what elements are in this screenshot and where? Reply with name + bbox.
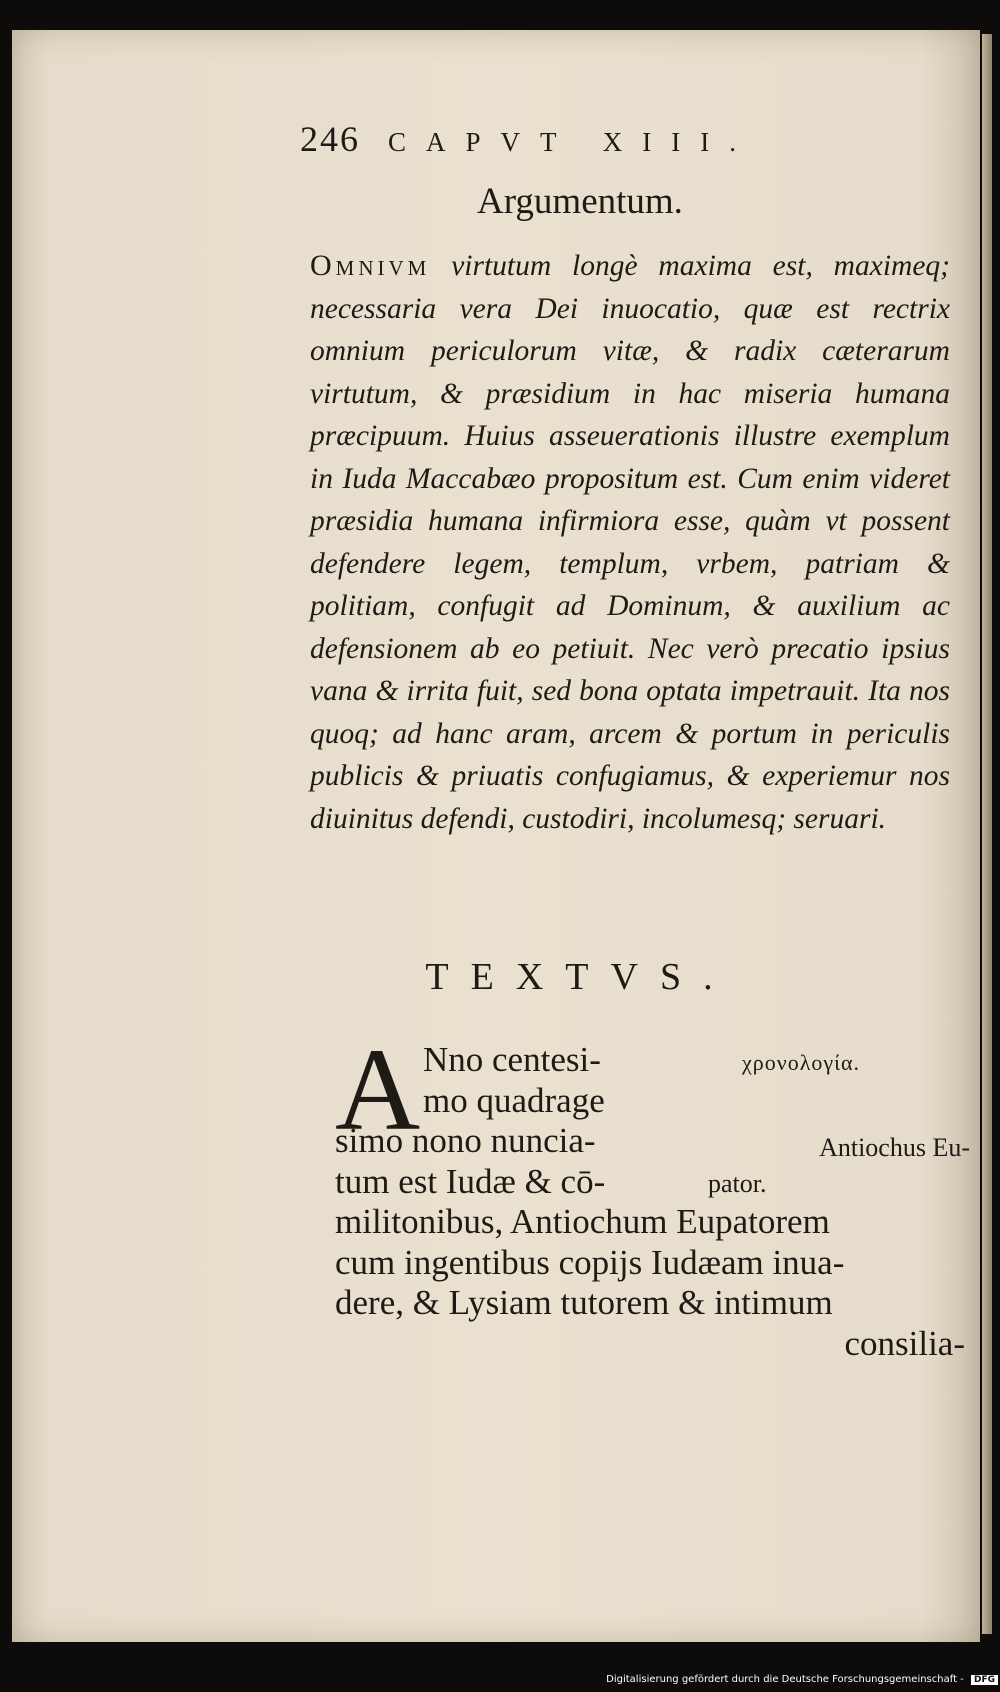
argument-paragraph xyxy=(310,245,950,840)
margin-note-line: pator. xyxy=(708,1169,767,1198)
text-line: consilia- xyxy=(844,1323,965,1363)
page-edge xyxy=(982,34,992,1634)
credit-text: Digitalisierung gefördert durch die Deutsche Forschungsgemeinschaft - xyxy=(606,1674,964,1685)
margin-note-antiochus xyxy=(708,1130,970,1202)
margin-note-chronology: χρονολογία. xyxy=(742,1050,861,1075)
text-line: simo nono nuncia- xyxy=(335,1121,596,1160)
argument-body: virtutum longè maxima est, maximeq; necessaria vera Dei inuocatio, quæ est rectrix omnium periculorum vitæ, & radix cæterarum virtutum, & præsidium in hac miseria humana præcipuum. Huius asseuerationis illustre exemplum in Iuda Maccabæo propositum est. Cum enim videret præsidia humana infirmiora esse, quàm vt possent defendere legem, templum, vrbem, patriam & politiam, confugit ad Dominum, & auxilium ac defensionem ab eo petiuit. Nec verò precatio ipsius vana & irrita fuit, sed bona optata impetrauit. Ita nos quoq; ad hanc aram, arcem & portum in periculis publicis & priuatis confugiamus, & experiemur nos diuinitus defendi, custodiri, incolumesq; seruari. xyxy=(310,250,950,835)
textus-heading: TEXTVS. xyxy=(425,956,735,998)
margin-note-line: Antiochus Eu- xyxy=(819,1133,970,1162)
text-line: cum ingentibus copijs Iudæam inua- xyxy=(335,1242,845,1282)
running-title: CAPVT XIII. xyxy=(388,127,756,157)
digitization-credit xyxy=(560,1674,998,1692)
argument-heading: Argumentum. xyxy=(477,181,683,222)
textus-body xyxy=(335,1024,965,1364)
argument-lead-word: Omnivm xyxy=(310,249,431,282)
text-line: dere, & Lysiam tutorem & intimum xyxy=(335,1283,833,1322)
running-header xyxy=(300,118,840,166)
text-line: militonibus, Antiochum Eupatorem xyxy=(335,1202,830,1241)
page-number: 246 xyxy=(300,119,360,159)
text-line: mo quadrage xyxy=(423,1080,605,1120)
text-line: tum est Iudæ & cō- xyxy=(335,1161,606,1201)
dfg-logo-icon: DFG xyxy=(971,1675,998,1685)
text-line: Nno centesi- xyxy=(423,1040,601,1079)
drop-cap: A xyxy=(335,1024,421,1155)
